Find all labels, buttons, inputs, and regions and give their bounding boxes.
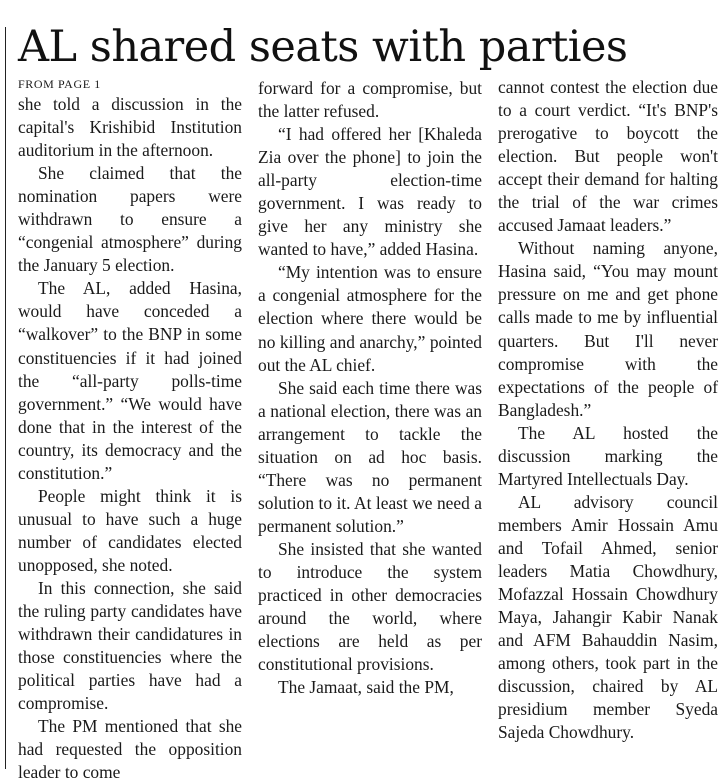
paragraph: She said each time there was a national election, there was an arrangement to tackle the situation on ad hoc basis. “There was no permanent solution to it. At least we need a permanent solution.” (258, 377, 482, 536)
paragraph: She insisted that she wanted to introduce the system practiced in other democracies around the world, where elections are held as per constitutional provisions. (258, 538, 482, 675)
article-column-2 (258, 77, 482, 699)
paragraph: In this connection, she said the ruling party candidates have withdrawn their candidatures in those constituencies where the political parties have had a compromise. (18, 577, 242, 714)
paragraph: “My intention was to ensure a congenial atmosphere for the election where there would be no killing and anarchy,” pointed out the AL chief. (258, 262, 482, 375)
paragraph: cannot contest the election due to a court verdict. “It's BNP's prerogative to boycott the election. But people won't accept their demand for halting the trial of the war crimes accused Jamaat leaders.” (498, 77, 718, 236)
headline: AL shared seats with parties (18, 22, 628, 72)
paragraph: She claimed that the nomination papers were withdrawn to ensure a “congenial atmosphere” during the January 5 election. (18, 163, 242, 276)
paragraph: forward for a compromise, but the latter refused. (258, 78, 482, 122)
paragraph: The PM mentioned that she had requested the opposition leader to come (18, 716, 242, 783)
column-rule (5, 27, 6, 769)
paragraph: People might think it is unusual to have such a huge number of candidates elected unopposed, she noted. (18, 485, 242, 575)
paragraph: The AL, added Hasina, would have conceded a “walkover” to the BNP in some constituencies if it had joined the “all-party polls-time government.” “We would have done that in the interest of the country, its democracy and the constitution.” (18, 278, 242, 483)
article-column-3 (498, 76, 718, 744)
article-column-1 (18, 76, 242, 784)
paragraph: she told a discussion in the capital's Krishibid Institution auditorium in the afternoon. (18, 94, 242, 161)
paragraph: The AL hosted the discussion marking the Martyred Intellectuals Day. (498, 422, 718, 489)
paragraph: AL advisory council members Amir Hossain Amu and Tofail Ahmed, senior leaders Matia Chowdhury, Mofazzal Hossain Chowdhury Maya, Jahangir Kabir Nanak and AFM Bahauddin Nasim, among others, took part in the discussion, chaired by AL presidium member Syeda Sajeda Chowdhury. (498, 491, 718, 743)
kicker: FROM PAGE 1 (18, 77, 101, 91)
paragraph: “I had offered her [Khaleda Zia over the phone] to join the all-party election-time government. I was ready to give her any ministry she wanted to have,” added Hasina. (258, 124, 482, 260)
paragraph: The Jamaat, said the PM, (278, 677, 454, 698)
paragraph: Without naming anyone, Hasina said, “You may mount pressure on me and get phone calls made to me by influential quarters. But I'll never compromise with the expectations of the people of Bangladesh.” (498, 238, 718, 420)
